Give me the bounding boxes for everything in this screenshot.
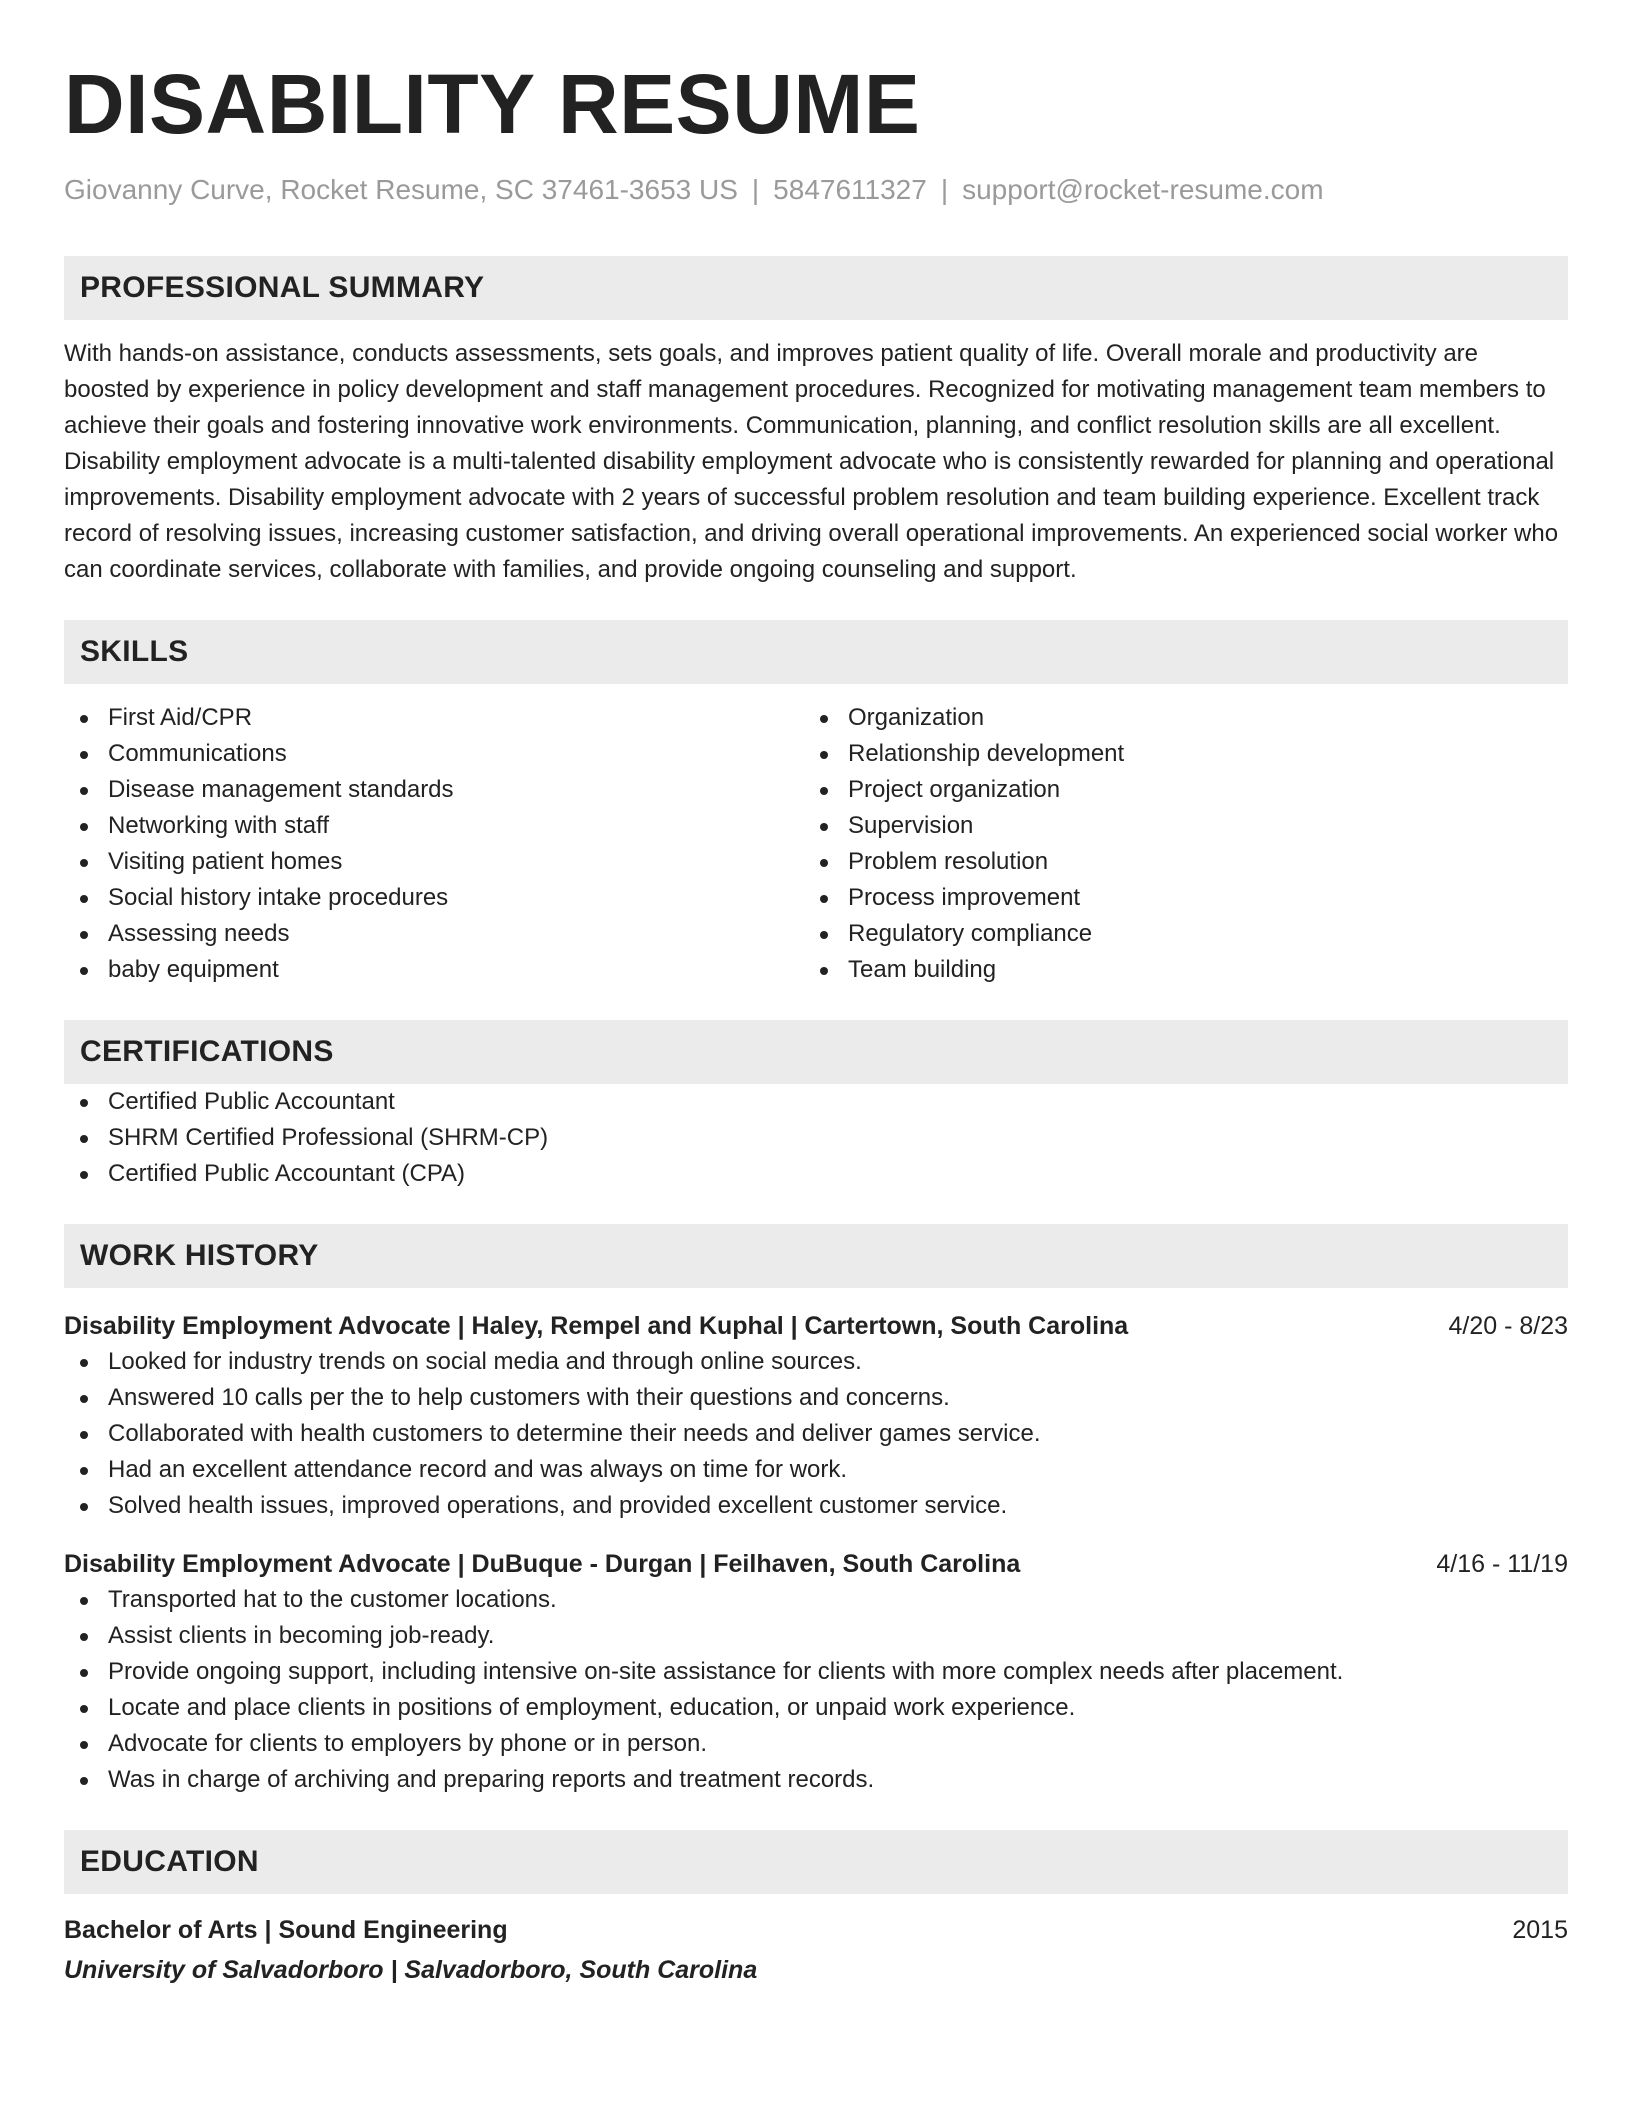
skill-item: Project organization [804,772,1544,808]
contact-email: support@rocket-resume.com [962,174,1324,205]
job-duty-item: Advocate for clients to employers by phone or in person. [64,1726,1568,1762]
skill-item: baby equipment [64,952,804,988]
skill-item: Process improvement [804,880,1544,916]
job-title: Disability Employment Advocate | DuBuque - Durgan | Feilhaven, South Carolina [64,1550,1021,1578]
contact-separator: | [940,174,949,205]
section-heading-education: EDUCATION [64,1830,1568,1894]
certifications-list [64,1084,1568,1192]
job-header [64,1546,1568,1582]
contact-line [64,172,1568,208]
job-duty-item: Provide ongoing support, including intensive on-site assistance for clients with more complex needs after placement. [64,1654,1568,1690]
resume-title: DISABILITY RESUME [64,57,921,151]
job-duties-list [64,1582,1568,1798]
skill-item: Regulatory compliance [804,916,1544,952]
education-header [64,1912,1568,1948]
section-heading-summary: PROFESSIONAL SUMMARY [64,256,1568,320]
job-duty-item: Assist clients in becoming job-ready. [64,1618,1568,1654]
skill-item: Team building [804,952,1544,988]
job-dates: 4/20 - 8/23 [1448,1312,1568,1340]
education-year: 2015 [1512,1916,1568,1944]
skill-item: Organization [804,700,1544,736]
skill-item: Assessing needs [64,916,804,952]
skill-item: Relationship development [804,736,1544,772]
skill-item: Supervision [804,808,1544,844]
job-duty-item: Solved health issues, improved operations, and provided excellent customer service. [64,1488,1568,1524]
certification-item: Certified Public Accountant (CPA) [64,1156,1568,1192]
job-duty-item: Looked for industry trends on social media and through online sources. [64,1344,1568,1380]
certification-item: SHRM Certified Professional (SHRM-CP) [64,1120,1568,1156]
contact-phone: 5847611327 [773,174,927,205]
skills-list-left [64,700,804,988]
job-duty-item: Transported hat to the customer locations. [64,1582,1568,1618]
section-heading-certifications: CERTIFICATIONS [64,1020,1568,1084]
skill-item: Networking with staff [64,808,804,844]
education-school: University of Salvadorboro | Salvadorboro, South Carolina [64,1956,758,1984]
section-heading-work-history: WORK HISTORY [64,1224,1568,1288]
job-duties-list [64,1344,1568,1524]
skills-columns [64,700,1568,988]
job-duty-item: Was in charge of archiving and preparing reports and treatment records. [64,1762,1568,1798]
skill-item: Communications [64,736,804,772]
job-header [64,1308,1568,1344]
skills-list-right [804,700,1544,988]
contact-address: Giovanny Curve, Rocket Resume, SC 37461-3653 US [64,174,738,205]
skill-item: Visiting patient homes [64,844,804,880]
job-title: Disability Employment Advocate | Haley, Rempel and Kuphal | Cartertown, South Carolina [64,1312,1129,1340]
job-dates: 4/16 - 11/19 [1436,1550,1568,1578]
certification-item: Certified Public Accountant [64,1084,1568,1120]
job-duty-item: Had an excellent attendance record and was always on time for work. [64,1452,1568,1488]
section-heading-skills: SKILLS [64,620,1568,684]
job-entry [64,1546,1568,1798]
skill-item: First Aid/CPR [64,700,804,736]
job-entry [64,1308,1568,1524]
contact-separator: | [751,174,760,205]
education-degree: Bachelor of Arts | Sound Engineering [64,1916,508,1944]
skill-item: Social history intake procedures [64,880,804,916]
skill-item: Disease management standards [64,772,804,808]
job-duty-item: Collaborated with health customers to determine their needs and deliver games service. [64,1416,1568,1452]
summary-paragraph: With hands-on assistance, conducts assessments, sets goals, and improves patient quality of life. Overall morale and productivity are boosted by experience in policy development and staff management procedures. Recognized for motivating management team members to achieve their goals and fostering innovative work environments. Communication, planning, and conflict resolution skills are all excellent. Disability employment advocate is a multi-talented disability employment advocate who is consistently rewarded for planning and operational improvements. Disability employment advocate with 2 years of successful problem resolution and team building experience. Excellent track record of resolving issues, increasing customer satisfaction, and driving overall operational improvements. An experienced social worker who can coordinate services, collaborate with families, and provide ongoing counseling and support. [64,340,1559,583]
education-entry [64,1912,1568,1988]
job-duty-item: Answered 10 calls per the to help customers with their questions and concerns. [64,1380,1568,1416]
skill-item: Problem resolution [804,844,1544,880]
job-duty-item: Locate and place clients in positions of employment, education, or unpaid work experience. [64,1690,1568,1726]
